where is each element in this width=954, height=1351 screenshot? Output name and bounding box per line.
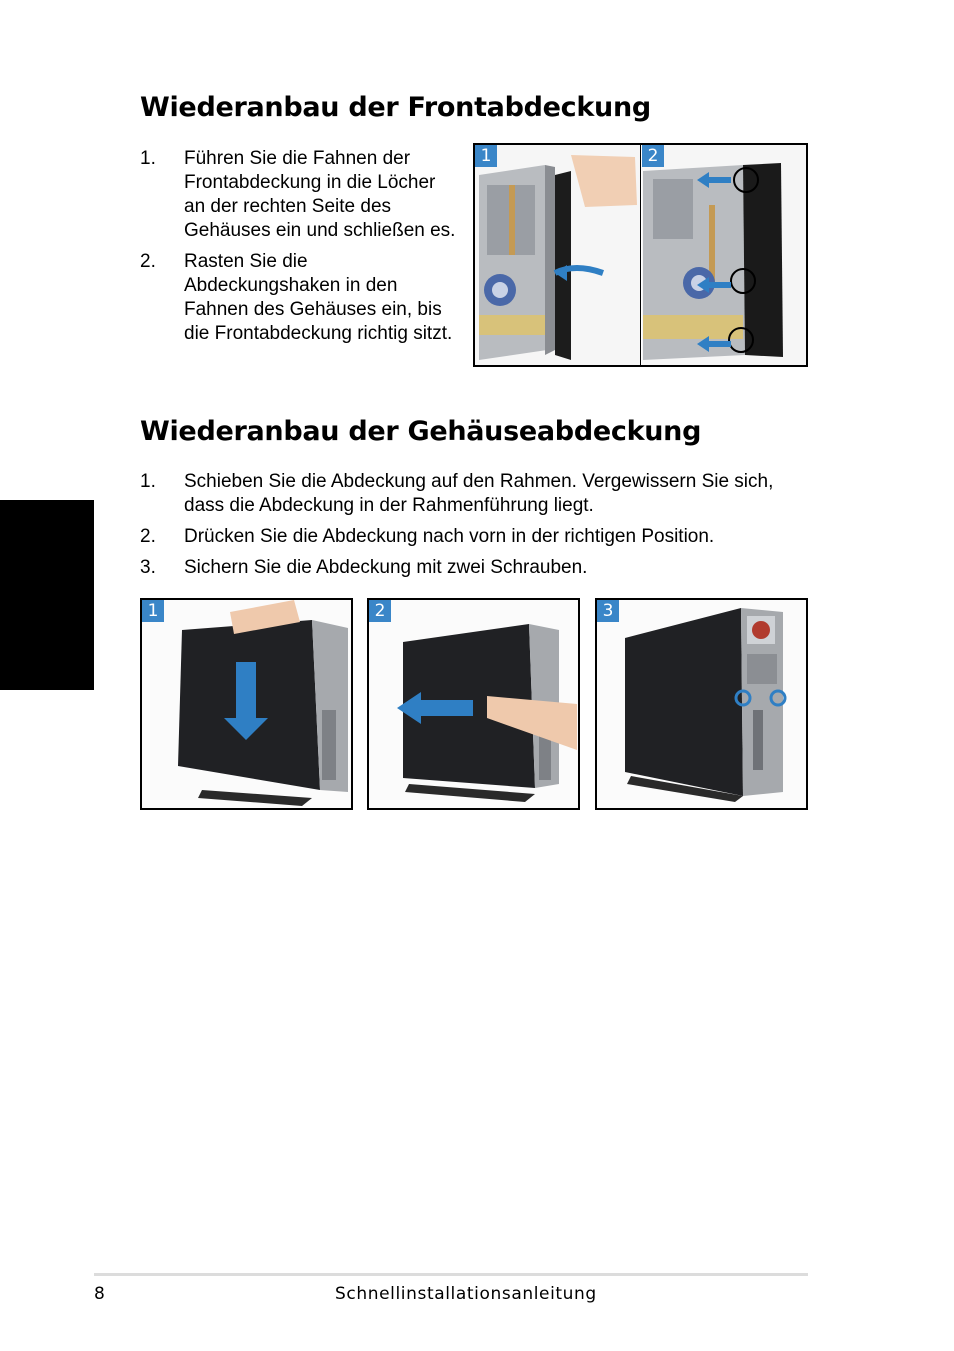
footer-title: Schnellinstallationsanleitung: [335, 1284, 597, 1304]
step-badge-2: 2: [642, 145, 664, 167]
step-number: 2.: [140, 251, 156, 272]
step-badge-3: 3: [597, 600, 619, 622]
step-text: Führen Sie die Fahnen der Frontabdeckung in die Löcher an der rechten Seite des Gehäuses ein und schließen es.: [184, 148, 456, 241]
chassis-cover-figure-step-1: [140, 598, 353, 810]
chassis-cover-step-3: [140, 556, 808, 580]
chassis-cover-step-1: [140, 470, 808, 518]
step-text: Drücken Sie die Abdeckung nach vorn in der richtigen Position.: [184, 526, 715, 547]
chapter-side-tab: [0, 500, 94, 690]
footer-rule: [94, 1273, 808, 1276]
chassis-cover-figure-step-2: [367, 598, 580, 810]
front-cover-step-2: [140, 250, 460, 346]
page-number: 8: [94, 1284, 105, 1304]
chassis-cover-photo-1: [142, 600, 351, 808]
front-cover-photo: [475, 145, 806, 365]
step-badge-1: 1: [475, 145, 497, 167]
section-title-chassis-cover: Wiederanbau der Gehäuseabdeckung: [140, 416, 702, 447]
chassis-cover-photo-2: [369, 600, 578, 808]
front-cover-step-1: [140, 147, 460, 243]
chassis-cover-figure-step-3: [595, 598, 808, 810]
step-badge-1: 1: [142, 600, 164, 622]
step-text: Schieben Sie die Abdeckung auf den Rahmen. Vergewissern Sie sich, dass die Abdeckung in der Rahmenführung liegt.: [184, 471, 774, 516]
step-number: 1.: [140, 148, 156, 169]
step-badge-2: 2: [369, 600, 391, 622]
step-text: Rasten Sie die Abdeckungshaken in den Fahnen des Gehäuses ein, bis die Frontabdeckung richtig sitzt.: [184, 251, 453, 344]
front-cover-figure: [473, 143, 808, 367]
chassis-cover-step-2: [140, 525, 808, 549]
front-cover-steps: [140, 147, 460, 353]
step-number: 1.: [140, 471, 156, 492]
step-text: Sichern Sie die Abdeckung mit zwei Schrauben.: [184, 557, 588, 578]
step-number: 2.: [140, 526, 156, 547]
section-title-front-cover: Wiederanbau der Frontabdeckung: [140, 92, 651, 123]
chassis-cover-photo-3: [597, 600, 806, 808]
chassis-cover-steps: [140, 470, 808, 587]
step-number: 3.: [140, 557, 156, 578]
